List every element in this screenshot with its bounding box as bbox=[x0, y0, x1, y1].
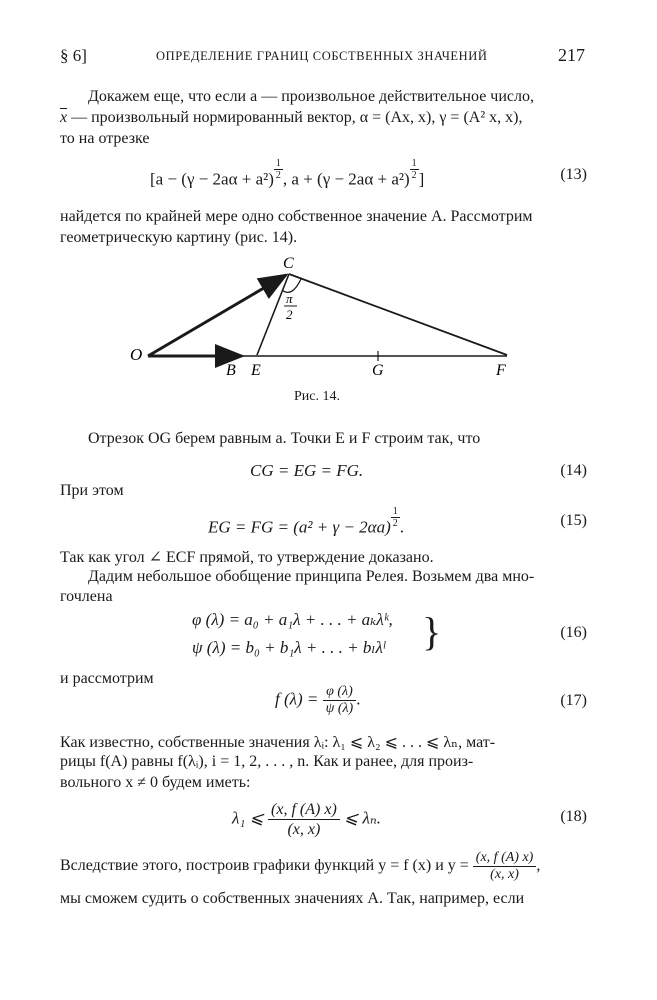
p8-line1-tail: , bbox=[536, 857, 541, 875]
eq15-tail: . bbox=[399, 517, 404, 537]
eq13-number: (13) bbox=[560, 166, 587, 183]
equation-17 bbox=[275, 684, 360, 717]
running-title: ОПРЕДЕЛЕНИЕ ГРАНИЦ СОБСТВЕННЫХ ЗНАЧЕНИЙ bbox=[156, 49, 488, 63]
p8-line1-text: Вследствие этого, построив графики функций y = f (x) и y = bbox=[60, 857, 469, 875]
p6-line1: и рассмотрим bbox=[60, 670, 154, 687]
eq17-num: φ (λ) bbox=[323, 684, 357, 701]
eq15-exp-num: 1 bbox=[392, 506, 398, 517]
p5-line3: гочлена bbox=[60, 588, 113, 605]
angle-label-den: 2 bbox=[286, 307, 293, 322]
label-G: G bbox=[372, 362, 384, 379]
p8-frac-den: (x, x) bbox=[490, 867, 519, 882]
equation-15 bbox=[208, 506, 404, 538]
label-E: E bbox=[251, 362, 261, 379]
segment-OC bbox=[148, 275, 286, 356]
eq13-left: [a − (γ − 2aα + a²) bbox=[150, 169, 274, 189]
eq13-mid: , a + (γ − 2aα + a²) bbox=[282, 169, 410, 189]
angle-label-num: π bbox=[286, 291, 293, 306]
equation-13 bbox=[150, 158, 424, 190]
section-mark: § 6] bbox=[60, 46, 87, 65]
p7-line2: рицы f(A) равны f(λᵢ), i = 1, 2, . . . , n. Как и ранее, для произ- bbox=[60, 753, 474, 770]
eq18-lhs: λ₁ ⩽ bbox=[232, 808, 264, 828]
label-C: C bbox=[283, 255, 294, 272]
page-number: 217 bbox=[558, 45, 585, 65]
eq15-main: EG = FG = (a² + γ − 2αa) bbox=[208, 517, 391, 537]
eq18-number: (18) bbox=[560, 808, 587, 825]
eq13-right: ] bbox=[418, 169, 425, 189]
p2-line2: геометрическую картину (рис. 14). bbox=[60, 229, 298, 246]
eq18-den: (x, x) bbox=[287, 821, 321, 838]
p8-line1 bbox=[60, 850, 540, 883]
eq17-lhs: f (λ) = bbox=[275, 689, 319, 709]
eq13-exp2-num: 1 bbox=[411, 158, 417, 169]
figure-14 bbox=[0, 250, 657, 400]
vector-x: $\overline{x}$ bbox=[60, 109, 68, 126]
p7-line3: вольного x ≠ 0 будем иметь: bbox=[60, 774, 251, 791]
eq14-number: (14) bbox=[560, 462, 587, 479]
equation-18 bbox=[232, 800, 381, 839]
eq16-brace: } bbox=[422, 609, 442, 654]
p2-line1: найдется по крайней мере одно собственное значение A. Рассмотрим bbox=[60, 208, 533, 225]
p1-line2-rest: — произвольный нормированный вектор, α = (Ax, x), γ = (A² x, x), bbox=[67, 109, 523, 126]
p1-line3: то на отрезке bbox=[60, 130, 150, 147]
eq13-exp1-num: 1 bbox=[275, 158, 281, 169]
eq17-den: ψ (λ) bbox=[325, 701, 354, 716]
eq15-exp-den: 2 bbox=[392, 518, 398, 529]
eq17-number: (17) bbox=[560, 692, 587, 709]
equation-14: CG = EG = FG. bbox=[250, 461, 364, 480]
label-O: O bbox=[130, 345, 143, 364]
label-F: F bbox=[496, 362, 506, 379]
label-B: B bbox=[226, 362, 236, 379]
p1-line1: Докажем еще, что если a — произвольное действительное число, bbox=[88, 88, 534, 105]
p4-line1: При этом bbox=[60, 482, 124, 499]
p7-line1: Как известно, собственные значения λᵢ: λ₁ ⩽ λ₂ ⩽ . . . ⩽ λₙ, мат- bbox=[60, 734, 496, 751]
figure-caption: Рис. 14. bbox=[294, 389, 340, 404]
eq15-number: (15) bbox=[560, 512, 587, 529]
p3-line1: Отрезок OG берем равным a. Точки E и F строим так, что bbox=[88, 430, 481, 447]
eq13-exp1-den: 2 bbox=[275, 170, 281, 181]
p1-line2 bbox=[60, 109, 522, 127]
segment-CF bbox=[289, 274, 507, 355]
segment-CE bbox=[257, 274, 289, 355]
eq17-tail: . bbox=[356, 689, 361, 709]
eq16-line1: φ (λ) = a₀ + a₁λ + . . . + aₖλᵏ, bbox=[192, 610, 393, 629]
p8-frac-num: (x, f (A) x) bbox=[473, 850, 537, 867]
eq16-number: (16) bbox=[560, 624, 587, 641]
p8-line2: мы сможем судить о собственных значениях A. Так, например, если bbox=[60, 890, 525, 907]
p5-line2: Дадим небольшое обобщение принципа Релея. Возьмем два мно- bbox=[88, 568, 535, 585]
eq13-exp2-den: 2 bbox=[411, 170, 417, 181]
eq16-line2: ψ (λ) = b₀ + b₁λ + . . . + bₗλˡ bbox=[192, 638, 386, 657]
p5-line1: Так как угол ∠ ECF прямой, то утверждение доказано. bbox=[60, 549, 434, 566]
eq18-num: (x, f (A) x) bbox=[268, 800, 340, 820]
eq18-rhs: ⩽ λₙ. bbox=[344, 808, 382, 828]
